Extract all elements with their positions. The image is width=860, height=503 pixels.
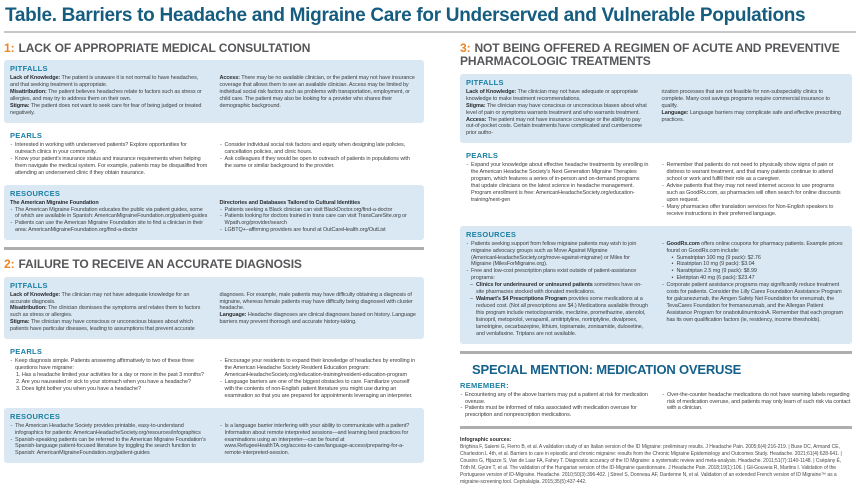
remember-item: - Encountering any of the above barriers may put a patient at risk for medication overuse. (460, 392, 650, 406)
section-3-number: 3: (460, 41, 471, 55)
resources-heading: RESOURCES (10, 188, 61, 198)
pitfalls-columns (10, 75, 417, 117)
section-2-number: 2: (4, 257, 15, 272)
pitfalls-right-column (220, 292, 418, 334)
pitfalls-left-column (10, 75, 208, 117)
special-mention-section (460, 362, 852, 420)
resources-heading: RESOURCES (10, 411, 61, 421)
section-2-heading (4, 258, 424, 271)
pearls-columns (466, 162, 845, 217)
sources-heading: Infographic sources: (460, 437, 512, 444)
special-mention-heading: SPECIAL MENTION: MEDICATION OVERUSE (472, 361, 742, 377)
pearls-heading: PEARLS (466, 151, 499, 161)
section-1-number: 1: (4, 41, 15, 55)
price-item: • Rizatriptan 10 mg (9 pack): $3.04 (662, 261, 846, 268)
pitfalls-heading: PITFALLS (10, 280, 48, 290)
remember-left-column (460, 392, 650, 420)
pitfall-item: Lack of Knowledge: The patient is unaware it is not normal to have headaches, and that seeking treatment is appropriate. (10, 75, 199, 89)
pitfall-item: Misattribution: The clinician dismisses the symptoms and relates them to factors such as stress or allergies. (10, 305, 201, 319)
resource-group-heading: The American Migraine Foundation (10, 199, 99, 206)
section-1 (4, 42, 424, 240)
pearl-item: - Many pharmacies offer translation services for Non-English speakers to receive instructions in their preferred language. (662, 204, 846, 218)
pearls-left-column (466, 162, 650, 217)
remember-columns (460, 392, 852, 420)
pitfalls-left-column (466, 89, 650, 137)
pitfall-item: Stigma: The clinician may have conscious or unconscious biases about what level of pain or symptoms warrants treatment and who warrants treatment. (466, 102, 647, 116)
pearls-heading: PEARLS (10, 130, 43, 140)
resources-left-column (466, 241, 650, 338)
pearl-item: - Remember that patients do not need to physically show signs of pain or distress to warrant treatment, and that many patients continue to attend school or work and fulfill their role as a caregiver. (662, 162, 846, 183)
price-item: • Sumatriptan 100 mg (9 pack): $2.76 (662, 255, 846, 262)
pearl-item: - Ask colleagues if they would be open to outreach of patients in populations with the same or similar background to the provider. (220, 156, 418, 170)
resource-group-heading: Directories and Databases Tailored to Cultural Identities (219, 199, 361, 206)
sources-section (460, 437, 852, 485)
pitfalls-right-column (220, 75, 418, 117)
pearls-left-column (10, 142, 208, 177)
resource-item: - Patients seeking support from fellow migraine patients may wish to join migraine advocacy groups such as Move Against Migraine (AmericanHeadacheSociety.org/move-against-migraine) or Miles for Migraine (MilesForMigraine.org). (466, 241, 650, 269)
remember-item: - Patients must be informed of risks associated with medication overuse for prescription and nonprescription medications. (460, 405, 650, 419)
section-1-title: LACK OF APPROPRIATE MEDICAL CONSULTATION (18, 41, 311, 55)
section-2-pearls (4, 345, 424, 402)
pitfall-item: Access: The patient may not have insurance coverage or the ability to pay out-of-pocket costs. Certain treatments have complicated and cumbersome prior autho- (466, 116, 643, 137)
pearl-item: - Keep diagnosis simple. Patients answering affirmatively to two of these three questions have migraine: (10, 358, 208, 372)
resource-item: - The American Headache Society provides printable, easy-to-understand infographics for patients: AmericanHeadacheSociety.org/resources/infographics (10, 423, 208, 437)
resource-subitem: – Walmart’s $4 Prescriptions Program provides some medications at a reduced cost. (Not all prescriptions are $4.) Medications available through this program include metoclopramide, meclizine, promethazine, atenolol, lisinopril, metoprolol, verapamil, amitriptyline, nortriptyline, divalproex, lamotrigine, oxcarbazepine, lithium, topiramate, zonisamide, duloxetine, and venlafaxine. Triptans are not available. (466, 296, 650, 338)
pearls-columns (10, 142, 417, 177)
pearls-right-column (662, 162, 846, 217)
resource-item: - LGBTQ+–affirming providers are found at OutCareHealth.org/OutList (220, 227, 418, 234)
pearls-left-column (10, 358, 208, 400)
resource-item: - The American Migraine Foundation educates the public via patient guides, some of which are available in Spanish: AmericanMigraineFoundation.org/patient-guides (10, 207, 208, 221)
pitfalls-heading: PITFALLS (10, 64, 48, 74)
section-1-resources-box (4, 185, 424, 241)
section-1-pearls (4, 129, 424, 179)
pitfall-item: Stigma: The patient does not want to seek care for fear of being judged or treated negatively. (10, 103, 202, 117)
pearl-item: - Interested in working with underserved patients? Explore opportunities for outreach clinics in your community. (10, 142, 208, 156)
pitfalls-heading: PITFALLS (466, 77, 504, 87)
pitfalls-right-column (662, 89, 846, 137)
section-3-pearls (460, 149, 852, 219)
section-divider (4, 247, 424, 250)
pearls-heading: PEARLS (10, 347, 43, 357)
pearls-right-column (220, 358, 418, 400)
pearl-item: - Language barriers are one of the biggest obstacles to care. Familiarize yourself with the contents of non-English patient literature you might use during an examination so that you are prepared for appointments leveraging an interpreter. (220, 379, 418, 400)
screening-question: 2. Are you nauseated or sick to your stomach when you have a headache? (16, 378, 191, 385)
section-1-heading (4, 42, 424, 55)
resource-item-goodrx: - GoodRx.com offers online coupons for pharmacy patients. Example prices found on GoodRx.com include: (662, 241, 846, 255)
resource-item: - Free and low-cost prescription plans exist outside of patient-assistance programs: (466, 268, 650, 282)
section-3-pitfalls-box (460, 74, 852, 143)
columns-container (4, 40, 856, 486)
remember-heading: REMEMBER: (460, 380, 509, 390)
page-title: Table. Barriers to Headache and Migraine Care for Underserved and Vulnerable Populations (5, 5, 806, 26)
pearl-item: - Encourage your residents to expand their knowledge of headaches by enrolling in the American Headache Society Resident Education program: AmericanHeadacheSociety.org/education-training/resident-education-program (220, 358, 418, 379)
resources-left-column (10, 200, 208, 235)
section-3-title: NOT BEING OFFERED A REGIMEN OF ACUTE AND PREVENTIVE PHARMACOLOGIC TREATMENTS (460, 41, 840, 69)
sources-text: Brighina F, Salemi G, Fierro B, et al. A validation study of an Italian version of the ID Migraine: preliminary results. J Headache Pain. 2005;6(4):216-219. | Buse DC, Armand CE, Charleston L 4th, et al. Barriers to care in episodic and chronic migraine: results from the Chronic Migraine Epidemiology and Outcomes Study. Headache. 2021;61(4):628-641. | Cousins G, Hijazze S, Van de Laar FA, Fahey T. Diagnostic accuracy of the ID Migraine: a systematic review and meta-analysis. Headache. 2011;51(7):1140-1148. | Csépány É, Tóth M, Gyüre T, et al. The validation of the Hungarian version of the ID-Migraine questionnaire. J Headache Pain. 2018;19(1):106. | Gil-Gouveia R, Martins I. Validation of the Portuguese version of ID-Migraine. Headache. 2010;50(3):396-402. | Streel S, Donneau AF, Dardenne N, et al. Validation of an extended French version of ID Migraine™ as a migraine-screening tool. Cephalalgia. 2015;35(5):437-442. (460, 444, 842, 485)
section-2-pitfalls-box (4, 277, 424, 340)
left-column (4, 40, 424, 486)
pearls-columns (10, 358, 417, 400)
section-2-title: FAILURE TO RECEIVE AN ACCURATE DIAGNOSIS (18, 257, 302, 272)
resources-right-column (220, 200, 418, 235)
resource-item: - Is a language barrier interfering with your ability to communicate with a patient? Information about remote interpreted sessions—and learning best practices for examinations using an interpreter—can be found at www.RefugeeHealthTA.org/access-to-care/language-access/preparing-for-a-remote-interpreted-session. (220, 423, 418, 458)
section-divider (460, 426, 852, 429)
right-column (460, 40, 852, 486)
pearls-right-column (220, 142, 418, 177)
pearl-item: - Consider individual social risk factors and equity when designing late policies, cancellation policies, and clinic hours. (220, 142, 418, 156)
pitfalls-columns (466, 89, 845, 137)
section-2 (4, 258, 424, 463)
section-1-pitfalls-box (4, 60, 424, 123)
resource-item: - Patients can use the American Migraine Foundation site to find a clinician in their area: AmericanMigraineFoundation.org/find-a-doctor (10, 220, 208, 234)
screening-question: 1. Has a headache limited your activities for a day or more in the past 3 months? (16, 372, 204, 378)
pitfall-continuation: diagnoses. For example, male patients may have difficulty obtaining a diagnosis of migraine, whereas female patients may have difficulty being diagnosed with cluster headache. (219, 291, 413, 312)
section-3-heading (460, 42, 852, 69)
title-divider (4, 31, 856, 33)
remember-item: - Over-the-counter headache medications do not have warning labels regarding risk of medication overuse, and patients may only learn of such risk via contact with a clinician. (662, 392, 852, 413)
price-item: • Eletriptan 40 mg (6 pack): $23.47 (662, 275, 846, 282)
pearl-item: - Know your patient’s insurance status and insurance requirements when helping them navigate the medical system. For example, patients may be disqualified from attending an underserved clinic if they obtain insurance. (10, 156, 208, 177)
pitfall-item: Lack of Knowledge: The clinician may not have adequate knowledge for an accurate diagnosis. (10, 291, 190, 305)
resources-right-column (220, 423, 418, 458)
screening-question: 3. Does light bother you when you have a headache? (16, 385, 141, 392)
pitfalls-columns (10, 292, 417, 334)
section-3-resources-box (460, 226, 852, 344)
resources-right-column (662, 241, 846, 338)
resource-item: - Patients seeking a Black clinician can visit BlackDoctor.org/find-a-doctor (220, 207, 418, 214)
pitfall-item: Access: There may be no available clinician, or the patient may not have insurance coverage that allows them to see an available clinician. Access may be limited by individual social risk factors such as problems with transportation, employment, or child care. The patient may also be looking for a provider who shares their demographic background. (219, 75, 415, 110)
section-divider (460, 351, 852, 354)
pearl-item: - Advise patients that they may not need internet access to use programs such as GoodRx.com, as pharmacies will often search for online discounts upon request. (662, 183, 846, 204)
resources-heading: RESOURCES (466, 229, 517, 239)
section-3 (460, 42, 852, 344)
pitfall-continuation: rization processes that are not feasible for non-subspeciality clinics to complete. Many cost savings programs require commercial insurance to qualify. (661, 88, 830, 109)
pitfall-item: Misattribution: The patient believes headaches relate to factors such as stress or allergies, and may try to address them on their own. (10, 89, 202, 103)
pearl-item: - Expand your knowledge about effective headache treatments by enrolling in the American Headache Society’s Next Generation Migraine Therapies program, which features a series of in-person and on-demand programs that update clinicians on the latest science in headache management. Program enrollment is free: AmericanHeadacheSociety.org/education-training/next-gen (466, 162, 650, 204)
resources-columns (10, 423, 417, 458)
resources-left-column (10, 423, 208, 458)
resources-columns (466, 241, 845, 338)
pitfall-item: Lack of Knowledge: The clinician may not have adequate or appropriate knowledge to make treatment recommendations. (466, 88, 638, 102)
resource-subitem: – Clinics for underinsured or uninsured patients sometimes have on-site pharmacies stocked with donated medications. (466, 282, 650, 296)
price-item: • Naratriptan 2.5 mg (9 pack): $8.99 (662, 268, 846, 275)
resource-item: - Patients looking for doctors trained in trans care can visit TransCareSite.org or Wpath.org/provider/search (220, 213, 418, 227)
pitfall-item: Language: Headache diagnoses are clinical diagnoses based on history. Language barriers may prevent thorough and accurate history-taking. (219, 312, 416, 326)
pitfall-item: Stigma: The clinician may have conscious or unconscious biases about which patients have particular diseases, leading to assumptions that prevent accurate (10, 319, 195, 333)
pitfall-item: Language: Language barriers may complicate safe and effective prescribing practices. (661, 109, 841, 123)
section-2-resources-box (4, 408, 424, 464)
resource-item: - Corporate patient assistance programs may significantly reduce treatment costs for patients. Consider the Lilly Cares Foundation Assistance Program for galcanezumab, the Amgen Safety Net Foundation for erenumab, the TevaCares Foundation for fremanezumab, and the Allergan Patient Assistance Program for onabotulinumtoxinA. Remember that each program has its own qualification factors (ie, residency, income thresholds). (662, 282, 846, 324)
resources-columns (10, 200, 417, 235)
pitfalls-left-column (10, 292, 208, 334)
remember-right-column (662, 392, 852, 420)
resource-item: - Spanish-speaking patients can be referred to the American Migraine Foundation’s Spanish-language patient-focused literature by toggling the search function to Spanish: AmericanMigraineFoundation.org/patient-guides (10, 437, 208, 458)
